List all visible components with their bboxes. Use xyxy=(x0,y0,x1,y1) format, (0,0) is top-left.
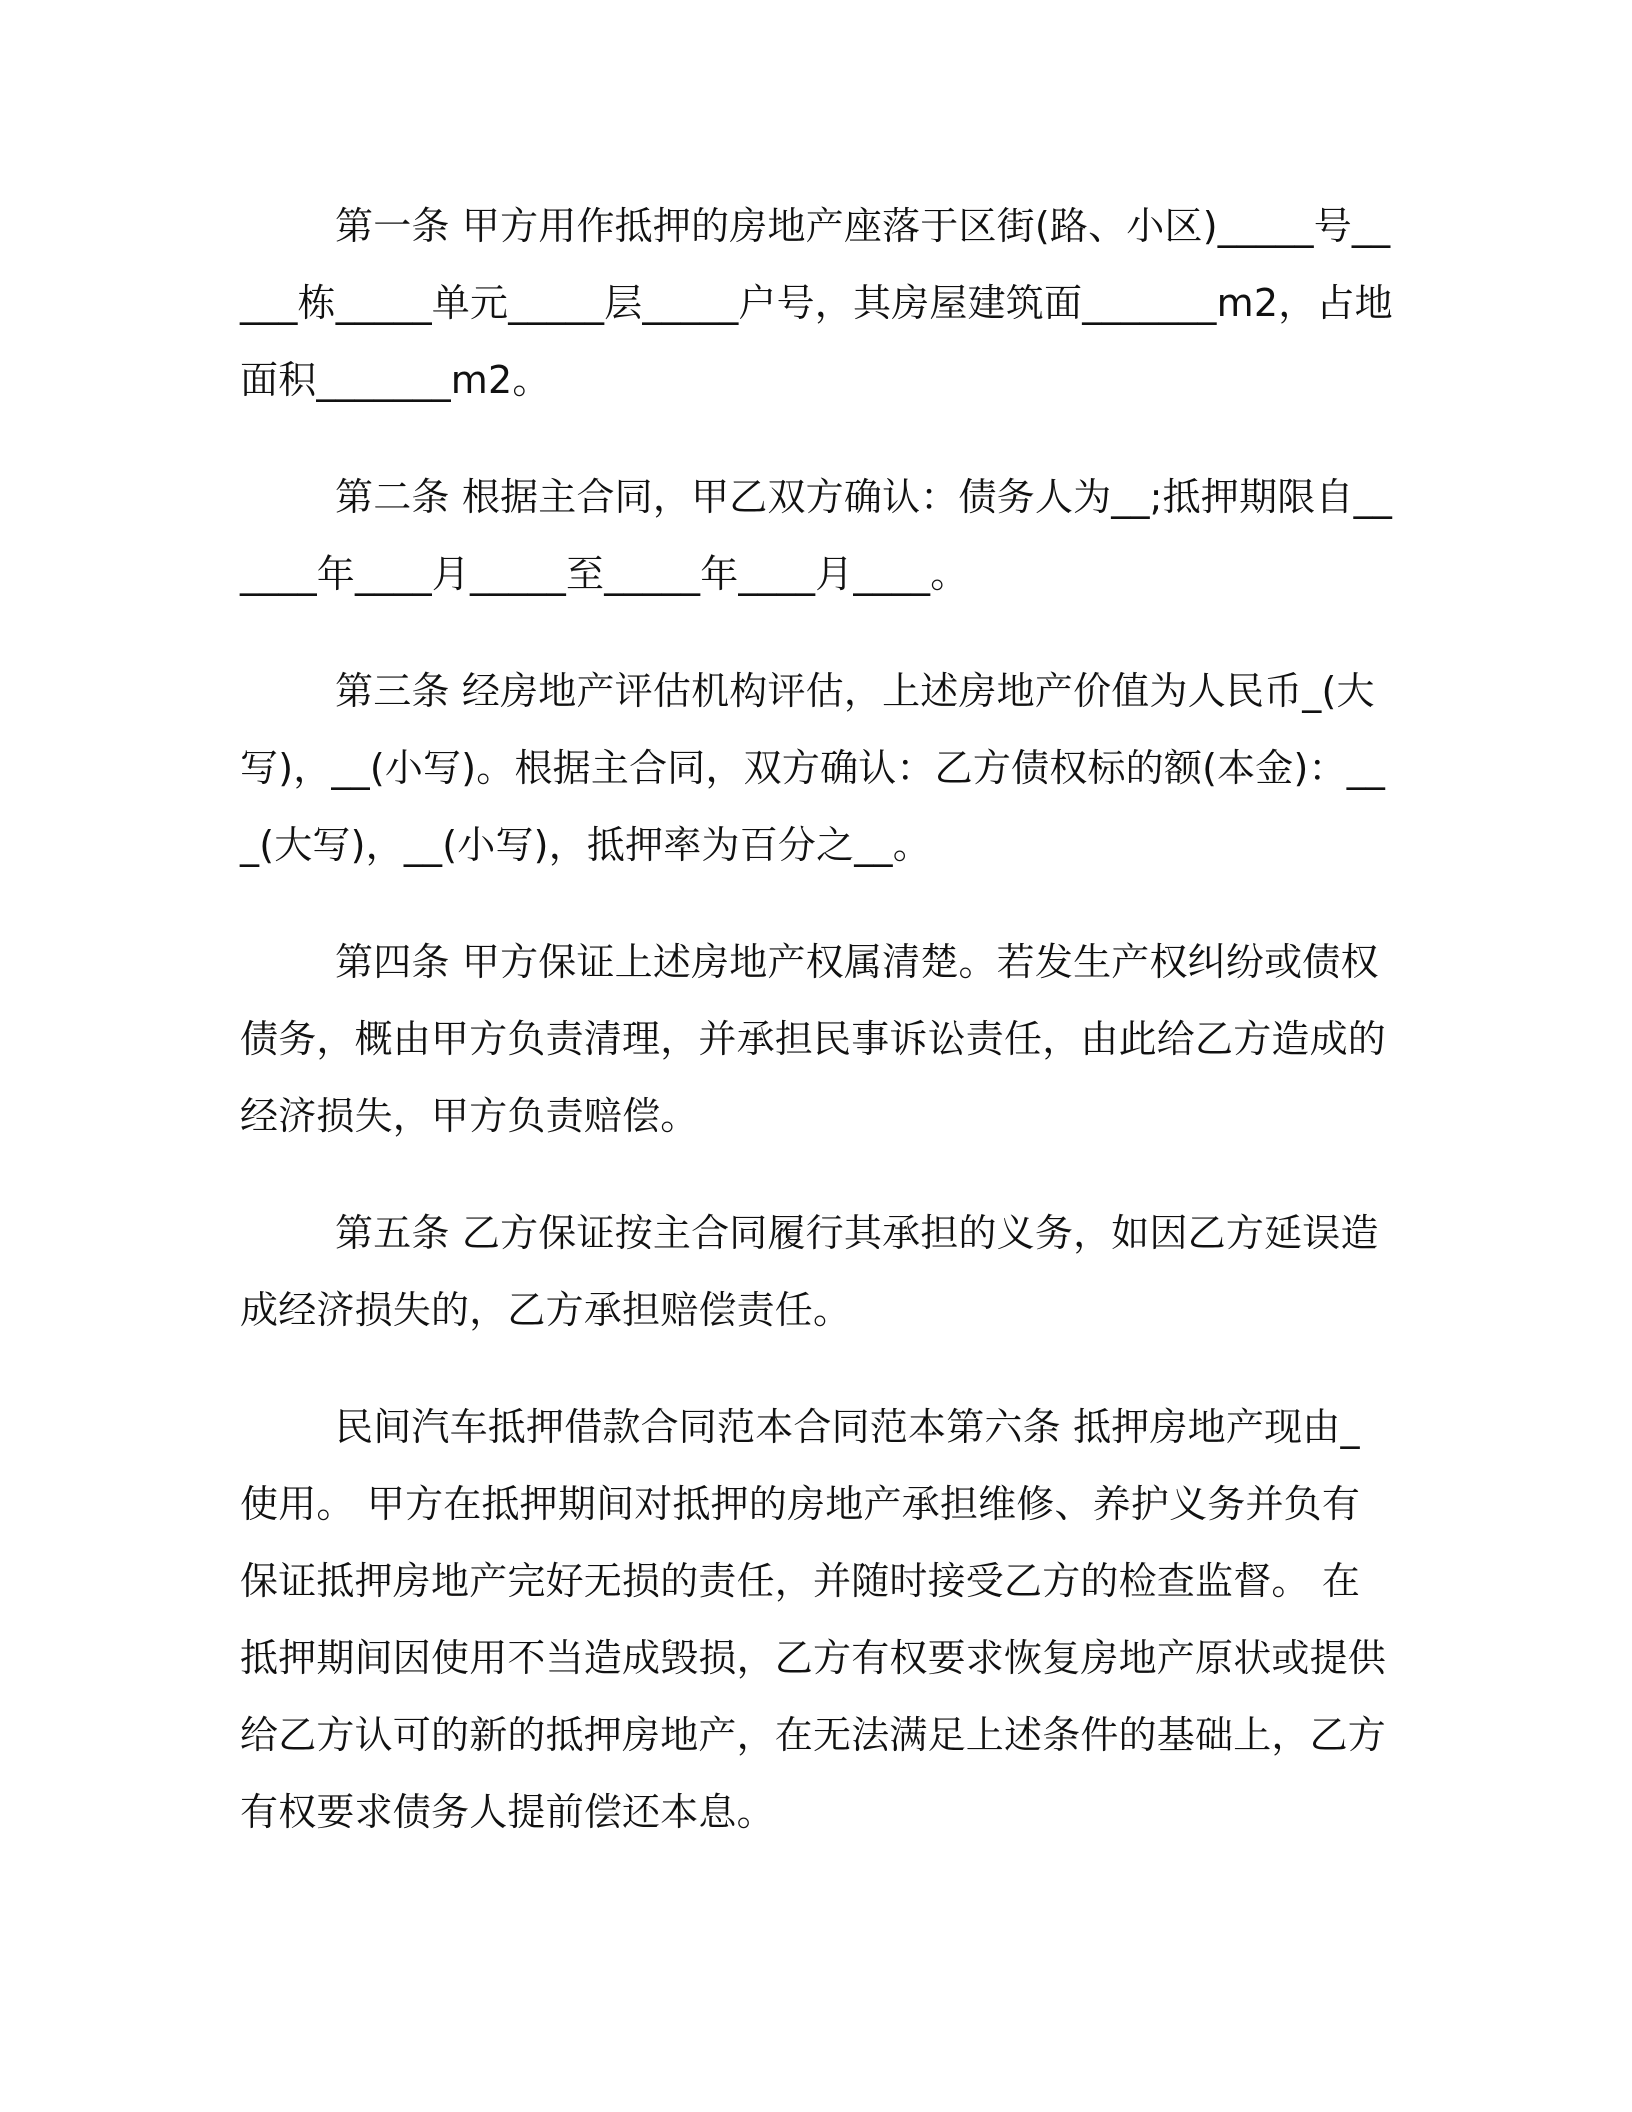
article-6-paragraph: 民间汽车抵押借款合同范本合同范本第六条 抵押房地产现由_使用。 甲方在抵押期间对抵押的房地产承担维修、养护义务并负有保证抵押房地产完好无损的责任，并随时接受乙方的检查监督。 在抵押期间因使用不当造成毁损，乙方有权要求恢复房地产原状或提供给乙方认可的新的抵押房地产，在无法满足上述条件的基础上，乙方有权要求债务人提前偿还本息。 xyxy=(240,1405,1387,1834)
article-2-paragraph: 第二条 根据主合同，甲乙双方确认：债务人为__;抵押期限自______年____月_____至_____年____月____。 xyxy=(240,475,1393,596)
article-4-paragraph: 第四条 甲方保证上述房地产权属清楚。若发生产权纠纷或债权债务，概由甲方负责清理，并承担民事诉讼责任，由此给乙方造成的经济损失，甲方负责赔偿。 xyxy=(240,940,1387,1138)
article-5-paragraph: 第五条 乙方保证按主合同履行其承担的义务，如因乙方延误造成经济损失的，乙方承担赔偿责任。 xyxy=(240,1211,1379,1332)
article-1-paragraph: 第一条 甲方用作抵押的房地产座落于区街(路、小区)_____号_____栋_____单元_____层_____户号，其房屋建筑面_______m2，占地面积_______m2。 xyxy=(240,204,1393,402)
article-3-paragraph: 第三条 经房地产评估机构评估，上述房地产价值为人民币_(大写)，__(小写)。根据主合同，双方确认：乙方债权标的额(本金)：___(大写)，__(小写)，抵押率为百分之__。 xyxy=(240,669,1386,867)
document-body xyxy=(240,188,1395,1891)
